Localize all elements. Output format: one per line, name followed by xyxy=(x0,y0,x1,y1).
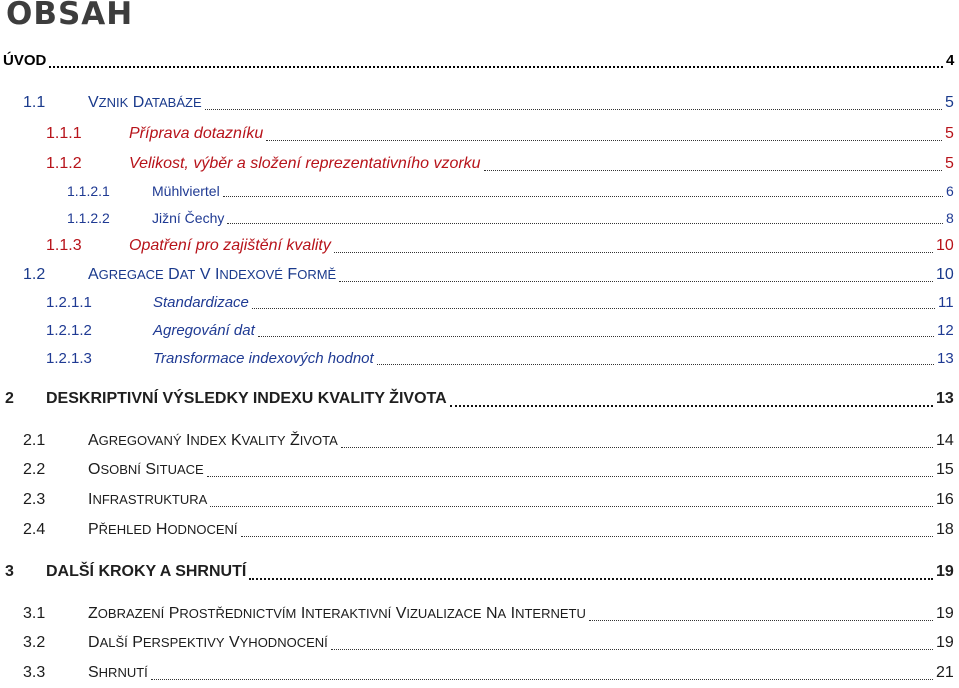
toc-entry[interactable] xyxy=(0,390,959,414)
toc-entry-page: 5 xyxy=(945,94,954,111)
toc-leader-dots xyxy=(484,170,942,171)
toc-leader-dots xyxy=(227,223,943,224)
toc-entry-number: 2.1 xyxy=(23,432,46,449)
toc-entry-page: 19 xyxy=(936,563,954,580)
toc-leader-dots xyxy=(205,109,942,110)
toc-entry-title[interactable]: Jižní Čechy xyxy=(152,210,225,226)
toc-leader-dots xyxy=(339,281,933,282)
toc-entry-number: 2 xyxy=(5,390,14,407)
toc-entry-title[interactable]: AGREGACE DAT V INDEXOVÉ FORMĚ xyxy=(88,266,337,283)
toc-entry[interactable] xyxy=(0,521,959,545)
toc-entry-number: 3.3 xyxy=(23,664,46,681)
toc-entry-page: 14 xyxy=(936,432,954,449)
toc-entry-number: 3.1 xyxy=(23,605,46,622)
toc-entry[interactable] xyxy=(0,563,959,587)
toc-entry[interactable] xyxy=(0,664,959,688)
toc-entry-title[interactable]: ÚVOD xyxy=(3,52,47,69)
page-title: OBSAH xyxy=(6,0,134,32)
toc-entry-number: 2.3 xyxy=(23,491,46,508)
toc-entry-number: 1.1.3 xyxy=(46,237,82,254)
toc-entry-title[interactable]: Agregování dat xyxy=(153,322,255,339)
toc-entry-number: 1.1 xyxy=(23,94,46,111)
toc-entry-number: 2.4 xyxy=(23,521,46,538)
toc-leader-dots xyxy=(207,476,933,477)
toc-entry[interactable] xyxy=(0,210,959,232)
toc-leader-dots xyxy=(241,536,933,537)
toc-entry-number: 1.1.2.2 xyxy=(67,210,110,226)
toc-entry-title[interactable]: PŘEHLED HODNOCENÍ xyxy=(88,521,238,538)
toc-entry-page: 5 xyxy=(945,125,954,142)
toc-entry-title[interactable]: Příprava dotazníku xyxy=(129,125,264,142)
toc-entry-page: 13 xyxy=(937,350,954,367)
toc-leader-dots xyxy=(258,336,934,337)
toc-entry-page: 5 xyxy=(945,155,954,172)
toc-leader-dots xyxy=(49,66,943,68)
toc-entry-page: 15 xyxy=(936,461,954,478)
toc-entry-page: 4 xyxy=(946,52,955,69)
toc-leader-dots xyxy=(331,649,933,650)
toc-entry[interactable] xyxy=(0,350,959,373)
toc-entry-number: 3 xyxy=(5,563,14,580)
toc-entry[interactable] xyxy=(0,52,959,75)
toc-entry[interactable] xyxy=(0,322,959,345)
toc-leader-dots xyxy=(252,308,935,309)
toc-entry[interactable] xyxy=(0,461,959,485)
toc-entry-page: 10 xyxy=(936,266,954,283)
toc-entry-page: 19 xyxy=(936,634,954,651)
toc-entry[interactable] xyxy=(0,491,959,515)
toc-entry-page: 8 xyxy=(946,210,954,226)
toc-entry-title[interactable]: Standardizace xyxy=(153,294,249,311)
toc-entry-title[interactable]: SHRNUTÍ xyxy=(88,664,148,681)
toc-entry-title[interactable]: Velikost, výběr a složení reprezentativního vzorku xyxy=(129,155,481,172)
toc-leader-dots xyxy=(266,140,942,141)
toc-entry[interactable] xyxy=(0,432,959,456)
toc-entry-page: 12 xyxy=(937,322,954,339)
toc-leader-dots xyxy=(589,620,933,621)
toc-entry-number: 3.2 xyxy=(23,634,46,651)
toc-entry-title[interactable]: DALŠÍ PERSPEKTIVY VYHODNOCENÍ xyxy=(88,634,328,651)
toc-entry-page: 11 xyxy=(938,294,954,311)
toc-entry-title[interactable]: AGREGOVANÝ INDEX KVALITY ŽIVOTA xyxy=(88,432,338,449)
toc-leader-dots xyxy=(223,196,943,197)
toc-entry-page: 13 xyxy=(936,390,954,407)
toc-entry[interactable] xyxy=(0,94,959,118)
toc-entry-title[interactable]: OSOBNÍ SITUACE xyxy=(88,461,204,478)
toc-leader-dots xyxy=(151,679,933,680)
toc-entry-title[interactable]: DESKRIPTIVNÍ VÝSLEDKY INDEXU KVALITY ŽIVOTA xyxy=(46,390,447,407)
toc-entry[interactable] xyxy=(0,183,959,205)
toc-entry-number: 1.2.1.1 xyxy=(46,294,92,311)
toc-entry-title[interactable]: Transformace indexových hodnot xyxy=(153,350,374,367)
toc-entry-page: 19 xyxy=(936,605,954,622)
toc-entry-number: 2.2 xyxy=(23,461,46,478)
toc-entry-number: 1.1.1 xyxy=(46,125,82,142)
toc-entry-number: 1.2 xyxy=(23,266,46,283)
toc-entry-title[interactable]: DALŠÍ KROKY A SHRNUTÍ xyxy=(46,563,247,580)
toc-leader-dots xyxy=(210,506,933,507)
toc-leader-dots xyxy=(341,447,933,448)
toc-entry[interactable] xyxy=(0,237,959,261)
toc-entry-page: 18 xyxy=(936,521,954,538)
toc-entry[interactable] xyxy=(0,155,959,179)
toc-entry-page: 21 xyxy=(936,664,954,681)
toc-entry[interactable] xyxy=(0,634,959,658)
toc-entry[interactable] xyxy=(0,294,959,317)
toc-leader-dots xyxy=(334,252,933,253)
toc-entry-page: 6 xyxy=(946,183,954,199)
toc-entry[interactable] xyxy=(0,266,959,290)
toc-entry-page: 16 xyxy=(936,491,954,508)
toc-leader-dots xyxy=(249,578,933,580)
toc-entry-number: 1.2.1.3 xyxy=(46,350,92,367)
toc-entry-number: 1.1.2 xyxy=(46,155,82,172)
toc-entry-number: 1.2.1.2 xyxy=(46,322,92,339)
toc-leader-dots xyxy=(450,405,933,407)
toc-entry[interactable] xyxy=(0,125,959,149)
toc-entry-number: 1.1.2.1 xyxy=(67,183,110,199)
toc-entry-title[interactable]: ZOBRAZENÍ PROSTŘEDNICTVÍM INTERAKTIVNÍ VIZUALIZACE NA INTERNETU xyxy=(88,605,586,622)
toc-entry-title[interactable]: Opatření pro zajištění kvality xyxy=(129,237,331,254)
toc-entry[interactable] xyxy=(0,605,959,629)
toc-entry-title[interactable]: Mühlviertel xyxy=(152,183,220,199)
toc-leader-dots xyxy=(377,364,934,365)
toc-entry-page: 10 xyxy=(936,237,954,254)
toc-entry-title[interactable]: INFRASTRUKTURA xyxy=(88,491,208,508)
toc-entry-title[interactable]: VZNIK DATABÁZE xyxy=(88,94,202,111)
